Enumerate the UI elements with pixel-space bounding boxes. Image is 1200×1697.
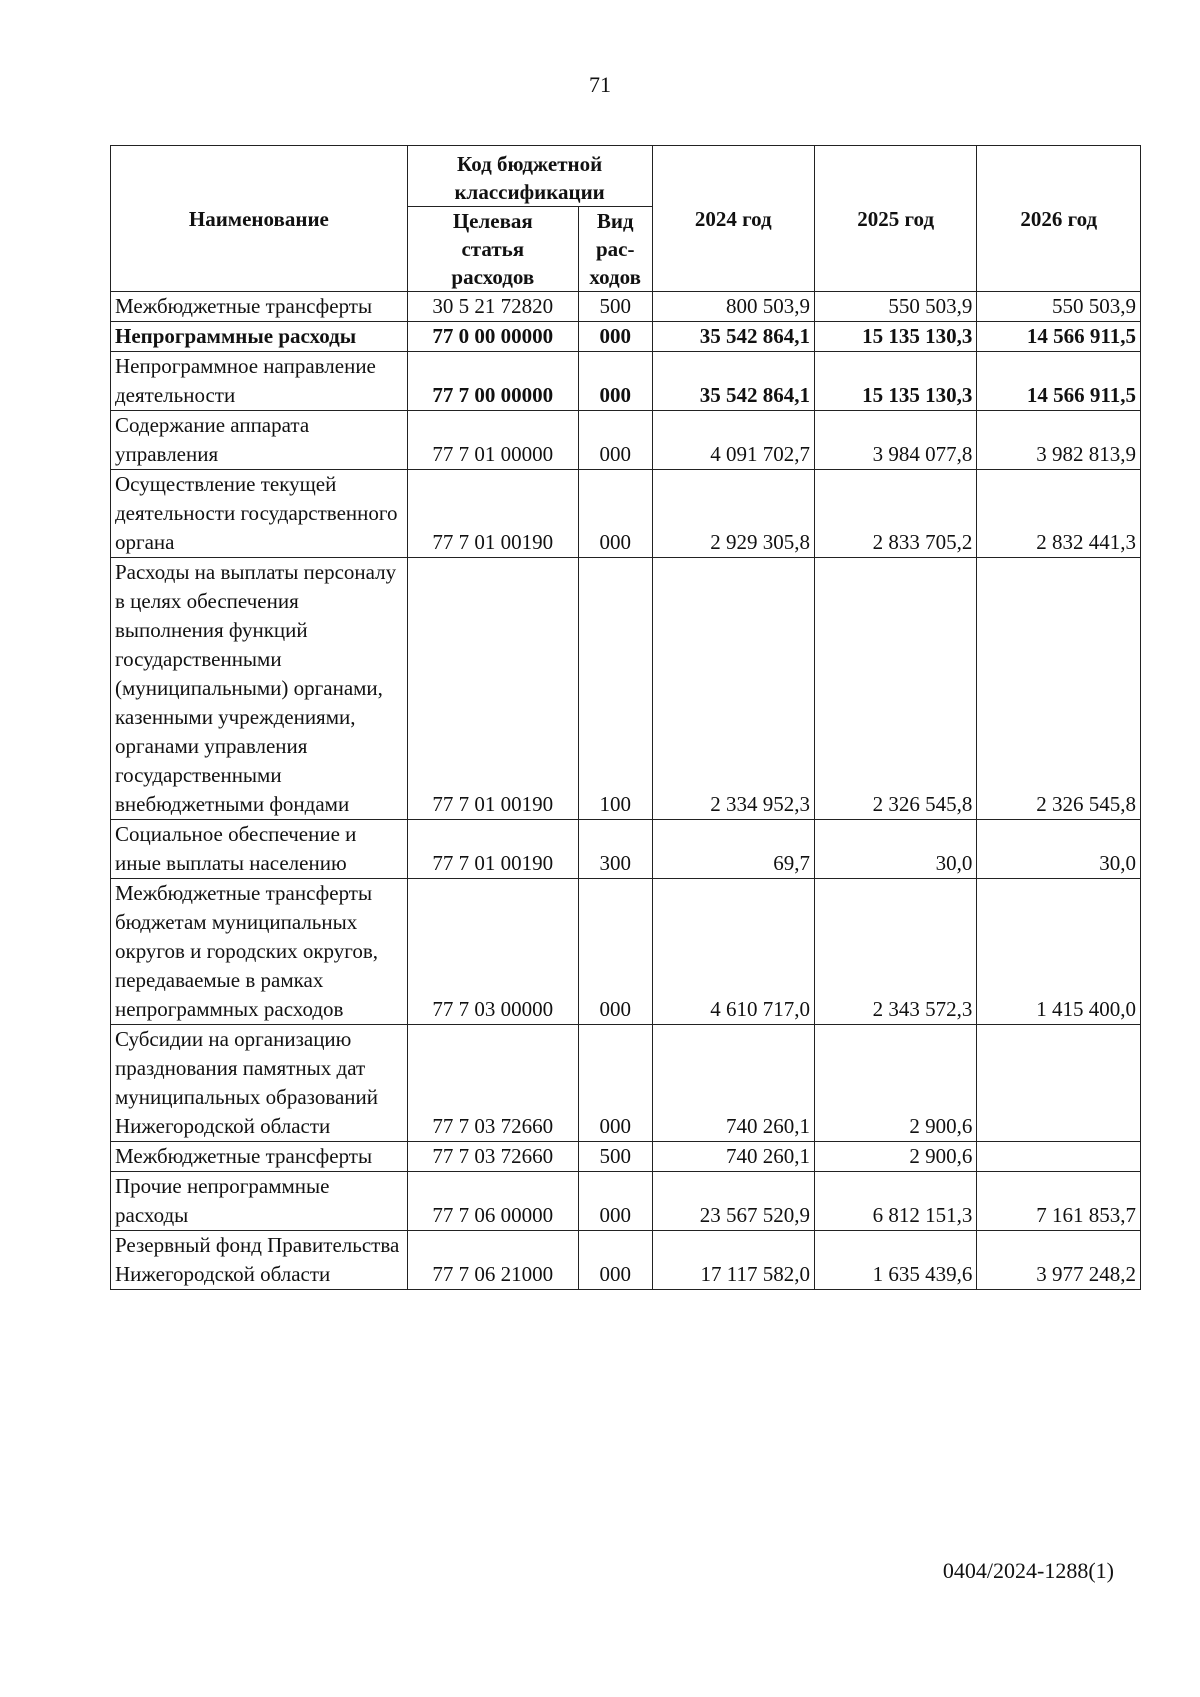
row-value-2025: 6 812 151,3 [814, 1172, 976, 1231]
row-value-2024: 23 567 520,9 [652, 1172, 814, 1231]
row-expense-type: 500 [578, 1142, 652, 1172]
page-number: 71 [589, 72, 611, 97]
row-code: 77 7 01 00190 [407, 820, 578, 879]
row-value-2026: 14 566 911,5 [977, 352, 1141, 411]
table-body [111, 292, 1141, 1290]
table-row [111, 352, 1141, 411]
table-row [111, 322, 1141, 352]
row-expense-type: 500 [578, 292, 652, 322]
row-value-2025: 30,0 [814, 820, 976, 879]
row-code: 30 5 21 72820 [407, 292, 578, 322]
row-code: 77 7 01 00190 [407, 558, 578, 820]
table-row [111, 411, 1141, 470]
row-value-2025: 15 135 130,3 [814, 322, 976, 352]
row-code: 77 7 03 72660 [407, 1025, 578, 1142]
row-value-2026: 1 415 400,0 [977, 879, 1141, 1025]
document-number: 0404/2024-1288(1) [942, 1558, 1114, 1583]
row-value-2026: 14 566 911,5 [977, 322, 1141, 352]
budget-table [110, 145, 1141, 1290]
row-name: Субсидии на организацию празднования памятных дат муниципальных образований Нижегородской области [111, 1025, 408, 1142]
row-value-2024: 35 542 864,1 [652, 322, 814, 352]
row-value-2024: 4 610 717,0 [652, 879, 814, 1025]
row-value-2024: 740 260,1 [652, 1025, 814, 1142]
row-value-2026: 550 503,9 [977, 292, 1141, 322]
table-row [111, 292, 1141, 322]
row-name: Осуществление текущей деятельности государственного органа [111, 470, 408, 558]
row-expense-type: 300 [578, 820, 652, 879]
header-target-article: Целевая статья расходов [407, 207, 578, 292]
row-code: 77 7 01 00000 [407, 411, 578, 470]
row-value-2024: 17 117 582,0 [652, 1231, 814, 1290]
row-value-2025: 1 635 439,6 [814, 1231, 976, 1290]
row-value-2024: 4 091 702,7 [652, 411, 814, 470]
header-name: Наименование [111, 146, 408, 292]
row-value-2025: 2 900,6 [814, 1025, 976, 1142]
row-code: 77 0 00 00000 [407, 322, 578, 352]
row-name: Социальное обеспечение и иные выплаты населению [111, 820, 408, 879]
row-expense-type: 000 [578, 879, 652, 1025]
table-row [111, 879, 1141, 1025]
row-code: 77 7 01 00190 [407, 470, 578, 558]
row-name: Непрограммные расходы [111, 322, 408, 352]
row-expense-type: 000 [578, 411, 652, 470]
header-expense-type: Вид рас-ходов [578, 207, 652, 292]
row-value-2024: 2 929 305,8 [652, 470, 814, 558]
header-year-2025: 2025 год [814, 146, 976, 292]
row-value-2025: 2 343 572,3 [814, 879, 976, 1025]
row-name: Межбюджетные трансферты [111, 292, 408, 322]
header-year-2024: 2024 год [652, 146, 814, 292]
row-code: 77 7 03 72660 [407, 1142, 578, 1172]
row-name: Межбюджетные трансферты [111, 1142, 408, 1172]
row-value-2024: 35 542 864,1 [652, 352, 814, 411]
row-value-2026: 2 326 545,8 [977, 558, 1141, 820]
table-row [111, 470, 1141, 558]
row-code: 77 7 06 21000 [407, 1231, 578, 1290]
row-name: Межбюджетные трансферты бюджетам муниципальных округов и городских округов, передаваемые в рамках непрограммных расходов [111, 879, 408, 1025]
row-value-2025: 2 900,6 [814, 1142, 976, 1172]
row-value-2026: 2 832 441,3 [977, 470, 1141, 558]
row-expense-type: 000 [578, 1172, 652, 1231]
row-value-2024: 740 260,1 [652, 1142, 814, 1172]
row-expense-type: 000 [578, 322, 652, 352]
row-code: 77 7 00 00000 [407, 352, 578, 411]
row-name: Непрограммное направление деятельности [111, 352, 408, 411]
table-row [111, 820, 1141, 879]
row-value-2024: 69,7 [652, 820, 814, 879]
row-value-2025: 550 503,9 [814, 292, 976, 322]
row-value-2024: 2 334 952,3 [652, 558, 814, 820]
row-value-2024: 800 503,9 [652, 292, 814, 322]
row-value-2026: 3 982 813,9 [977, 411, 1141, 470]
row-value-2026: 30,0 [977, 820, 1141, 879]
row-name: Резервный фонд Правительства Нижегородской области [111, 1231, 408, 1290]
row-value-2026 [977, 1142, 1141, 1172]
header-year-2026: 2026 год [977, 146, 1141, 292]
row-name: Расходы на выплаты персоналу в целях обеспечения выполнения функций государственными (муниципальными) органами, казенными учреждениями, органами управления государственными внебюджетными фондами [111, 558, 408, 820]
header-code-group: Код бюджетной классификации [407, 146, 652, 207]
table-row [111, 1142, 1141, 1172]
row-expense-type: 000 [578, 470, 652, 558]
row-expense-type: 100 [578, 558, 652, 820]
row-code: 77 7 03 00000 [407, 879, 578, 1025]
table-row [111, 1231, 1141, 1290]
row-name: Прочие непрограммные расходы [111, 1172, 408, 1231]
row-expense-type: 000 [578, 352, 652, 411]
row-value-2025: 3 984 077,8 [814, 411, 976, 470]
row-expense-type: 000 [578, 1025, 652, 1142]
row-value-2025: 2 326 545,8 [814, 558, 976, 820]
table-row [111, 558, 1141, 820]
table-row [111, 1025, 1141, 1142]
row-value-2025: 2 833 705,2 [814, 470, 976, 558]
row-name: Содержание аппарата управления [111, 411, 408, 470]
row-value-2025: 15 135 130,3 [814, 352, 976, 411]
row-value-2026: 3 977 248,2 [977, 1231, 1141, 1290]
row-value-2026: 7 161 853,7 [977, 1172, 1141, 1231]
row-code: 77 7 06 00000 [407, 1172, 578, 1231]
row-expense-type: 000 [578, 1231, 652, 1290]
table-row [111, 1172, 1141, 1231]
row-value-2026 [977, 1025, 1141, 1142]
